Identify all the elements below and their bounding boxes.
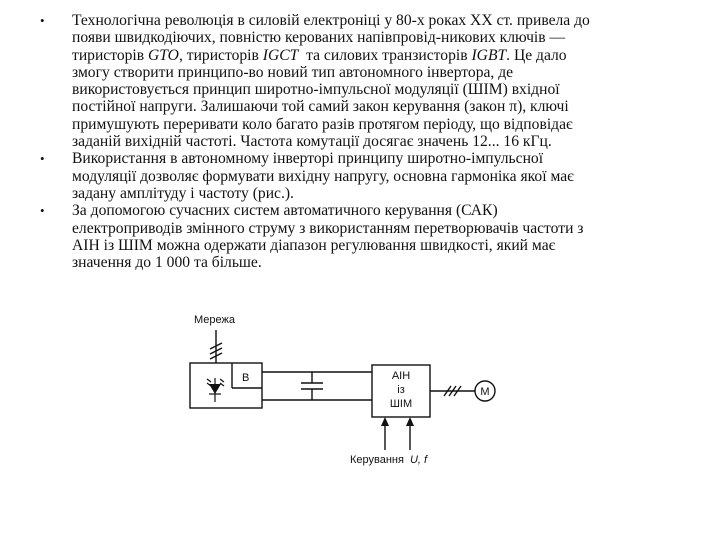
diode-symbol-icon [207, 378, 224, 402]
bullet-1-line-7: примушують переривати коло багато разів протягом періоду, що відповідає [72, 115, 573, 133]
inverter-label-line-3: ШІМ [389, 398, 413, 410]
control-variables: U, f [409, 454, 428, 466]
bullet-3-line-3: АІН із ШІМ можна одержати діапазон регулювання швидкості, який має [72, 236, 556, 254]
bullet-item-2 [40, 150, 690, 202]
bullet-item-3 [40, 202, 690, 271]
bullet-3-line-4: значення до 1 000 та більше. [72, 254, 262, 272]
bullet-dot-icon: • [40, 151, 45, 167]
network-label: Мережа [194, 314, 235, 326]
bullet-1-line-4: змогу створити принципо-во новий тип автономного інвертора, де [72, 63, 514, 81]
bullet-1-line-3-post: . Це дало [506, 46, 567, 64]
bullet-1-line-5: використовується принцип широтно-імпульсної модуляції (ШІМ) вхідної [72, 81, 560, 99]
bullet-2-line-1: Використання в автономному інверторі принципу широтно-імпульсної [72, 150, 544, 168]
bullet-list [40, 12, 690, 271]
inverter-label-line-1: АІН [391, 370, 411, 382]
rectifier-label: В [242, 372, 250, 384]
frequency-converter-diagram [170, 300, 510, 475]
bullet-1-line-6: постійної напруги. Залишаючи той самий закон керування (закон π), ключі [72, 98, 569, 116]
control-label [350, 454, 428, 466]
bullet-3-line-1: За допомогою сучасних систем автоматичного керування (САК) [72, 202, 498, 220]
inverter-label-line-2: із [397, 384, 405, 396]
control-label-text: Керування [350, 454, 404, 466]
bullet-1-line-3 [72, 47, 690, 64]
bullet-dot-icon: • [40, 13, 45, 28]
bullet-1-line-3-mid1: , тиристорів [178, 46, 263, 64]
bullet-1-line-8: заданій вихідній частоті. Частота комутації досягає значень 12... 16 кГц. [72, 133, 552, 151]
rectifier-block [190, 363, 262, 408]
motor-label: М [480, 386, 490, 398]
bullet-1-line-3-pre: тиристорів [72, 46, 149, 64]
igbt-term: IGBT [471, 46, 507, 64]
igct-term: IGCT [262, 46, 299, 64]
gto-term: GTO [148, 46, 179, 64]
bullet-1-line-1: Технологічна революція в силовій електроніці у 80-х роках XX ст. привела до [72, 12, 590, 29]
network-supply-line [210, 330, 222, 363]
bullet-item-1 [40, 12, 690, 150]
bullet-3-line-2: електроприводів змінного струму з використанням перетворювачів частоти з [72, 219, 584, 237]
bullet-1-line-2: появи швидкодіючих, повністю керованих напівпровід-никових ключів — [72, 29, 566, 47]
bullet-dot-icon: • [40, 203, 45, 219]
bullet-2-line-3: задану амплітуду і частоту (рис.). [72, 184, 294, 202]
bullet-2-line-2: модуляції дозволяє формувати вихідну напругу, основна гармоніка якої має [72, 167, 574, 185]
dc-link [262, 372, 372, 400]
three-phase-output-line [430, 386, 475, 396]
bullet-1-line-3-mid2: та силових транзисторів [298, 46, 472, 64]
control-arrows [381, 417, 414, 450]
